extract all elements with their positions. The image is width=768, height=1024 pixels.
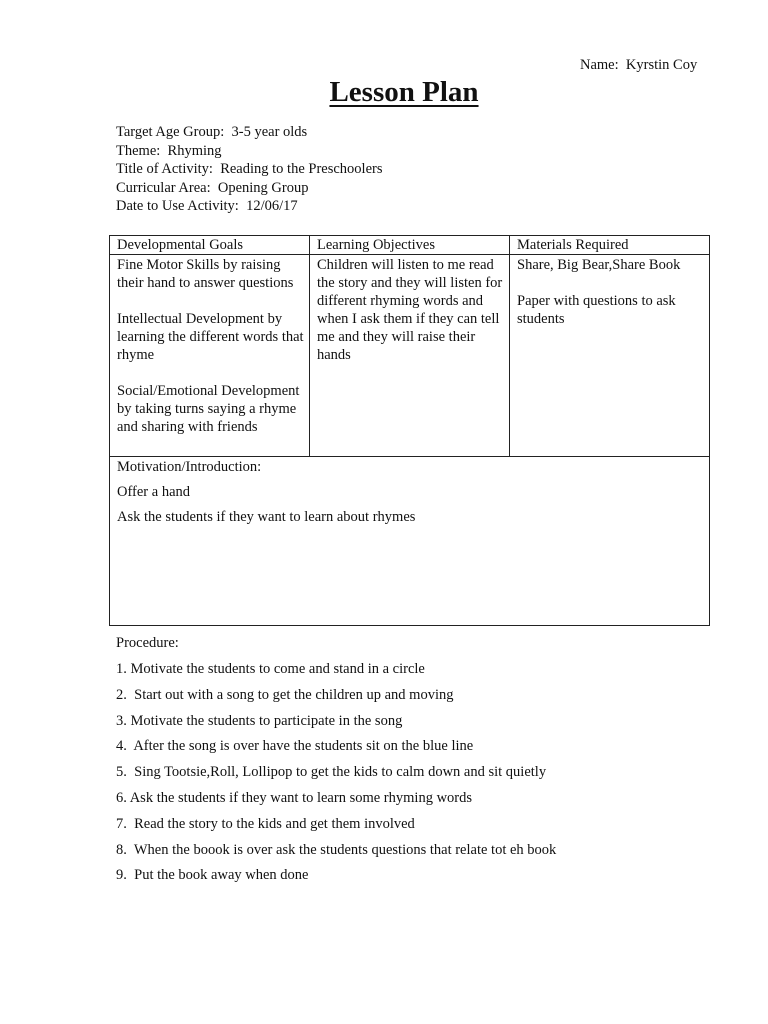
header-materials-required: Materials Required — [510, 236, 710, 255]
procedure-section — [116, 634, 556, 892]
info-age-group: Target Age Group: 3-5 year olds — [116, 124, 308, 140]
procedure-step: 6. Ask the students if they want to learn some rhyming words — [116, 789, 473, 806]
header-learning-objectives: Learning Objectives — [310, 236, 510, 255]
procedure-step: 5. Sing Tootsie,Roll, Lollipop to get the kids to calm down and sit quietly — [116, 764, 547, 781]
goal-social-emotional: Social/Emotional Development by taking turns saying a rhyme and sharing with friends — [117, 383, 300, 435]
procedure-step: 7. Read the story to the kids and get them involved — [116, 815, 415, 832]
material-books: Share, Big Bear,Share Book — [517, 257, 681, 273]
procedure-step: 8. When the boook is over ask the students questions that relate tot eh book — [116, 841, 557, 858]
motivation-line: Ask the students if they want to learn about rhymes — [117, 509, 416, 525]
material-paper: Paper with questions to ask students — [517, 293, 676, 327]
developmental-goals-cell — [110, 255, 310, 457]
learning-objectives-cell — [310, 255, 510, 457]
procedure-step: 2. Start out with a song to get the children up and moving — [116, 686, 454, 703]
info-curricular-area: Curricular Area: Opening Group — [116, 179, 309, 196]
motivation-cell — [110, 457, 710, 626]
table-header-row — [110, 236, 710, 255]
table-content-row — [110, 255, 710, 457]
info-activity-title: Title of Activity: Reading to the Preschoolers — [116, 161, 383, 178]
info-theme: Theme: Rhyming — [116, 142, 222, 159]
lesson-plan-table — [109, 235, 710, 626]
materials-required-cell — [510, 255, 710, 457]
goal-intellectual: Intellectual Development by learning the different words that rhyme — [117, 311, 304, 363]
procedure-title: Procedure: — [116, 635, 179, 651]
procedure-step: 9. Put the book away when done — [116, 867, 309, 884]
motivation-row — [110, 457, 710, 626]
procedure-step: 3. Motivate the students to participate in the song — [116, 712, 403, 729]
header-developmental-goals: Developmental Goals — [110, 236, 310, 255]
lesson-info — [116, 123, 382, 216]
objective-text: Children will listen to me read the story and they will listen for different rhyming words and when I ask them if they can tell me and they will raise their hands — [317, 257, 503, 363]
procedure-step: 4. After the song is over have the students sit on the blue line — [116, 738, 474, 755]
motivation-line: Offer a hand — [117, 484, 191, 500]
page-title: Lesson Plan — [329, 76, 479, 108]
info-date: Date to Use Activity: 12/06/17 — [116, 198, 298, 215]
procedure-step: 1. Motivate the students to come and stand in a circle — [116, 661, 425, 677]
motivation-title: Motivation/Introduction: — [117, 459, 262, 475]
goal-fine-motor: Fine Motor Skills by raising their hand to answer questions — [117, 257, 294, 291]
student-name: Name: Kyrstin Coy — [580, 57, 698, 73]
